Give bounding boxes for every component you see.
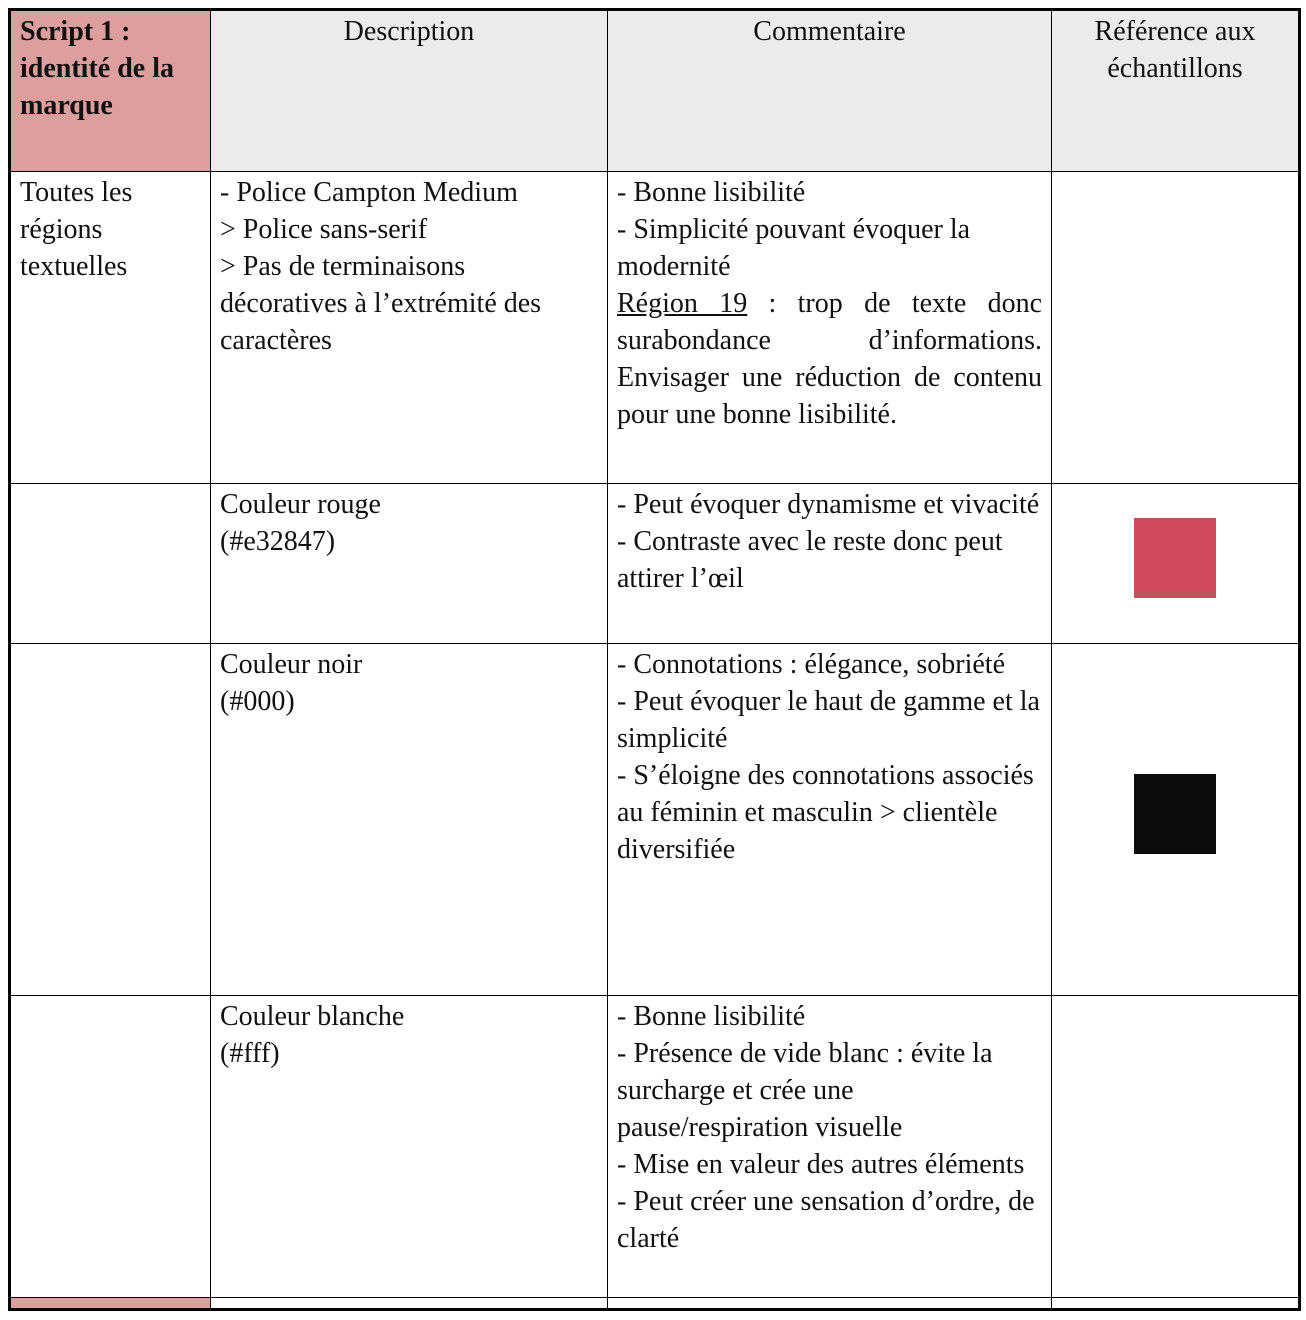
region-cell-empty xyxy=(10,484,211,644)
description-header-label: Description xyxy=(343,16,475,47)
comment-line: - Mise en valeur des autres éléments xyxy=(617,1148,1025,1180)
reference-cell-partial xyxy=(1052,1298,1300,1310)
description-line: - Police Campton Medium xyxy=(220,177,518,208)
comment-line: - Peut évoquer dynamisme et vivacité xyxy=(617,489,1040,520)
commentaire-cell xyxy=(608,644,1052,996)
description-line: Couleur blanche xyxy=(220,1001,405,1032)
comment-line: - Contraste avec le reste donc peut attirer l’œil xyxy=(617,525,1003,594)
region-cell-partial xyxy=(10,1298,211,1310)
comment-line: - Bonne lisibilité xyxy=(617,177,806,208)
comment-line: - Présence de vide blanc : évite la surcharge et crée une pause/respiration visuelle xyxy=(617,1037,993,1143)
reference-cell xyxy=(1052,644,1300,996)
table-row-white-color xyxy=(10,996,1300,1298)
comment-line: - Simplicité pouvant évoquer la modernité xyxy=(617,213,971,282)
commentaire-header-label: Commentaire xyxy=(753,16,906,47)
description-cell-partial xyxy=(211,1298,608,1310)
comment-line: - Connotations : élégance, sobriété xyxy=(617,649,1005,680)
comment-line: - S’éloigne des connotations associés au féminin et masculin > clientèle diversifiée xyxy=(617,759,1034,865)
description-line: Couleur rouge xyxy=(220,489,381,520)
commentaire-cell xyxy=(608,996,1052,1298)
region-cell xyxy=(10,172,211,484)
script-title-label: Script 1 : identité de la marque xyxy=(20,16,174,121)
red-color-swatch xyxy=(1134,518,1216,598)
reference-cell xyxy=(1052,484,1300,644)
description-line: (#e32847) xyxy=(220,525,336,557)
description-line: Couleur noir xyxy=(220,649,363,680)
commentaire-cell-partial xyxy=(608,1298,1052,1310)
header-cell-script-title xyxy=(10,10,211,172)
description-line: > Police sans-serif xyxy=(220,213,428,245)
comment-line: - Peut créer une sensation d’ordre, de clarté xyxy=(617,1185,1035,1254)
region-19-reference: Région 19 xyxy=(617,287,748,319)
commentaire-cell xyxy=(608,172,1052,484)
region-cell-empty xyxy=(10,644,211,996)
comment-rest-text: : trop de texte donc surabondance d’informations. Envisager une réduction de contenu pour une bonne lisibilité. xyxy=(617,287,1042,430)
table-row-typography xyxy=(10,172,1300,484)
comment-line: - Peut évoquer le haut de gamme et la simplicité xyxy=(617,685,1040,754)
description-cell xyxy=(211,172,608,484)
description-line: (#000) xyxy=(220,685,295,717)
description-line: > Pas de terminaisons décoratives à l’extrémité des caractères xyxy=(220,250,542,356)
header-cell-commentaire xyxy=(608,10,1052,172)
reference-cell-empty xyxy=(1052,172,1300,484)
header-cell-reference xyxy=(1052,10,1300,172)
description-line: (#fff) xyxy=(220,1037,280,1069)
reference-cell-empty xyxy=(1052,996,1300,1298)
description-cell xyxy=(211,484,608,644)
reference-header-label: Référence aux échantillons xyxy=(1094,16,1256,84)
table-row-red-color xyxy=(10,484,1300,644)
brand-identity-table xyxy=(8,8,1301,1311)
table-row-black-color xyxy=(10,644,1300,996)
region-cell-empty xyxy=(10,996,211,1298)
region-label: Toutes les régions textuelles xyxy=(20,177,133,282)
header-cell-description xyxy=(211,10,608,172)
description-cell xyxy=(211,996,608,1298)
comment-line: - Bonne lisibilité xyxy=(617,1001,806,1032)
comment-paragraph xyxy=(617,286,1042,434)
black-color-swatch xyxy=(1134,774,1216,854)
header-row xyxy=(10,10,1300,172)
table-row-partial xyxy=(10,1298,1300,1310)
description-cell xyxy=(211,644,608,996)
commentaire-cell xyxy=(608,484,1052,644)
